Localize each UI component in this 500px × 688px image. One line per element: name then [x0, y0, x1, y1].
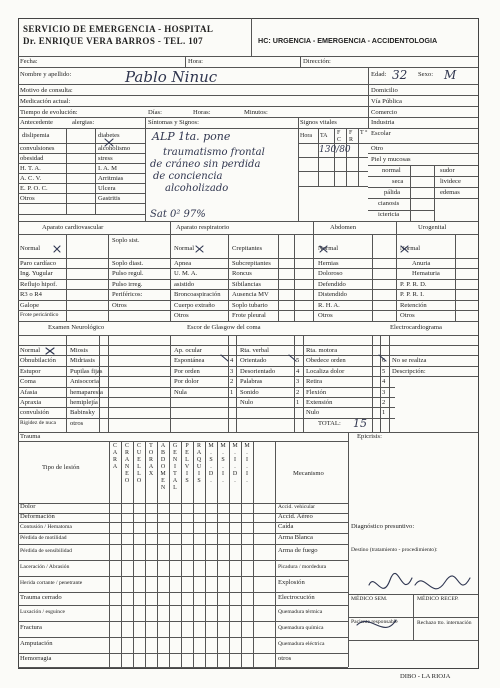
glasgow-motor-item: Nulo [306, 409, 320, 416]
glasgow-verbal-item: Nulo [240, 399, 254, 406]
grid-vline [253, 441, 254, 667]
abdomen-title: Abdomen [330, 224, 357, 231]
trauma-mecanismo-label: Arma de fuego [278, 547, 318, 554]
trauma-mecanismo-label: Explosión [278, 579, 305, 586]
glasgow-motor-title: Rta. motora [306, 347, 338, 354]
glasgow-motor-item: Retira [306, 378, 323, 385]
trauma-lesion-label: Luxación / esguince [20, 609, 66, 615]
grid-vline [275, 441, 276, 667]
grid-hline [18, 621, 348, 622]
glasgow-score: 4 [382, 378, 386, 385]
glasgow-score: 4 [230, 357, 234, 364]
neuro-item: Miosis [70, 347, 88, 354]
nombre-label: Nombre y apellido: [20, 71, 72, 78]
antecedente-item: E. P. O. C. [20, 185, 48, 192]
abdomen-item: Defendido [318, 281, 346, 288]
cardio-item: Pulso regul. [112, 270, 144, 277]
escolar-label: Escolar [371, 130, 391, 137]
resp-item: Frote pleural [232, 312, 266, 319]
piel-item: seca [392, 178, 404, 185]
trauma-mecanismo-label: Picadura / mordedura [278, 564, 327, 570]
cardio-item: Soplo diast. [112, 260, 144, 267]
neuro-item: Obnubilación [20, 357, 56, 364]
antecedente-item: alcoholismo [98, 145, 131, 152]
glasgow-score: 2 [382, 399, 386, 406]
neuro-item: hemiplejía [70, 399, 98, 406]
fecha-label: Fecha: [20, 58, 38, 65]
antecedente-item: stress [98, 155, 113, 162]
destino-label: Destino (tratamiento - procedimiento): [351, 547, 438, 553]
medico-sem-label: MÉDICO SEM. [351, 596, 388, 602]
neuro-item: otros [70, 420, 84, 427]
glasgow-verbal-item: Palabras [240, 378, 263, 385]
abdomen-item: R. H. A. [318, 302, 340, 309]
urogenital-item: P. P. R. I. [400, 291, 425, 298]
piel-title: Piel y mucosas [371, 156, 411, 163]
cardio-item: Paro cardíaco [20, 260, 57, 267]
glasgow-verbal-item: Orientado [240, 357, 267, 364]
trauma-region-header: M . I . I . [244, 443, 250, 484]
hw-sintoma: de cráneo sin perdida [150, 159, 261, 170]
piel-item: lividece [440, 178, 461, 185]
trauma-region-header: C R A N E O [124, 443, 130, 484]
resp-item: Crepitantes [232, 245, 263, 252]
glasgow-score: 5 [296, 357, 300, 364]
urogenital-item: Retención [400, 302, 427, 309]
resp-item: Cuerpo extraño [174, 302, 215, 309]
antecedente-item: diabetes [98, 132, 120, 139]
trauma-mecanismo-label: Quemadura química [278, 625, 324, 631]
neuro-item: Coma [20, 378, 36, 385]
hw-sintoma: traumatismo frontal [163, 147, 265, 158]
glasgow-total-label: TOTAL: [318, 420, 341, 427]
grid-hline [18, 667, 348, 668]
neuro-item: Anisocoria [70, 378, 99, 385]
hw-total: 15 [353, 417, 367, 430]
cardio-item: Periféricos: [112, 291, 143, 298]
glasgow-score: 5 [382, 368, 386, 375]
abdomen-item: Otros [318, 312, 333, 319]
hw-sintoma: alcoholizado [165, 183, 229, 194]
glasgow-score: 3 [382, 389, 386, 396]
antecedente-item: dislipemia [22, 132, 50, 139]
resp-item: Sibilancias [232, 281, 261, 288]
glasgow-ocular-item: Por dolor [174, 378, 199, 385]
trauma-region-header: M . S . I . [220, 443, 226, 484]
grid-hline [18, 592, 348, 593]
piel-item: sudor [440, 167, 455, 174]
abdomen-item: Normal [318, 245, 339, 252]
trauma-region-header: T O R A X [148, 443, 154, 477]
glasgow-motor-item: Extensión [306, 399, 333, 406]
trauma-lesion-label: Fractura [20, 624, 42, 631]
rechazo-label: Rechazo tto. internación [417, 620, 472, 626]
glasgow-verbal-item: Sonido [240, 389, 259, 396]
hc-title: HC: URGENCIA - EMERGENCIA - ACCIDENTOLOGIA [258, 36, 438, 45]
hw-sintoma: de conciencia [153, 171, 223, 182]
trauma-region-header: M . S . D . [208, 443, 214, 484]
glasgow-score: 3 [296, 378, 300, 385]
trauma-lesion-label: Contusión / Hematoma [20, 523, 72, 530]
signos-vitales-title: Signos vitales [300, 119, 337, 126]
glasgow-motor-item: Flexión [306, 389, 327, 396]
antecedente-item: A. C. V. [20, 175, 42, 182]
diagnostico-label: Diagnóstico presuntivo: [351, 523, 415, 530]
glasgow-title: Escor de Glasgow del coma [187, 324, 261, 331]
abdomen-item: Hernias [318, 260, 339, 267]
grid-vline [109, 441, 110, 667]
glasgow-score: 2 [296, 389, 300, 396]
resp-item: Subcrepitantes [232, 260, 271, 267]
domicilio-label: Domicilio [371, 87, 398, 94]
ecg-item: Descripción: [392, 368, 426, 375]
trauma-mecanismo-title: Mecanismo [293, 470, 324, 477]
neuro-item: convulsión [20, 409, 49, 416]
grid-hline [18, 637, 348, 638]
cardio-item: Ing. Yugular [20, 270, 53, 277]
sv-col-fr: F R [349, 130, 354, 143]
trauma-lesion-label: Amputación [20, 640, 53, 647]
resp-item: U. M. A. [174, 270, 198, 277]
trauma-mecanismo-label: Quemadura eléctrica [278, 641, 325, 647]
piel-item: cianosis [378, 200, 400, 207]
motivo-label: Motivo de consulta: [20, 87, 73, 94]
trauma-lesion-label: Dolor [20, 503, 36, 511]
trauma-lesion-label: Pérdida de motilidad [20, 534, 67, 541]
antecedente-item: Gastritis [98, 195, 121, 202]
glasgow-score: 1 [382, 409, 386, 416]
hw-ta: 130/80 [319, 145, 351, 155]
glasgow-motor-item: Obedece orden [306, 357, 346, 364]
trauma-lesion-label: Herida cortante / penetrante [20, 580, 83, 586]
cardio-item: R3 o R4 [20, 291, 42, 298]
otro-label: Otro [371, 145, 384, 152]
comercio-label: Comercio [371, 109, 398, 116]
footer-sign: DIBO - LA RIOJA [400, 673, 451, 680]
urogenital-item: P. P. R. D. [400, 281, 427, 288]
hora-label: Hora: [188, 58, 204, 65]
urogenital-item: Anuria [412, 260, 431, 267]
ecg-item: No se realiza [392, 357, 427, 364]
cardio-item: Otros [112, 302, 127, 309]
urogenital-item: Hematuria [412, 270, 440, 277]
trauma-region-header: P E L V I S [184, 443, 190, 484]
cardio-item: Galope [20, 302, 40, 309]
urogenital-item: Normal [400, 245, 421, 252]
medicacion-label: Medicación actual: [20, 98, 71, 105]
via-publica-label: Vía Pública [371, 98, 402, 105]
edad-label: Edad: [371, 71, 387, 78]
glasgow-score: 6 [382, 357, 386, 364]
hw-sintoma: ALP 1ta. pone [152, 130, 231, 143]
grid-hline [18, 605, 348, 606]
trauma-title: Trauma [20, 433, 41, 440]
medico-recep-label: MÉDICO RECEP. [417, 596, 459, 602]
trauma-mecanismo-label: Caída [278, 522, 294, 530]
neuro-item: hemaparesia [70, 389, 103, 396]
neuro-item: Afasia [20, 389, 38, 396]
sv-col-ta: TA [320, 133, 328, 139]
antecedente-item: I. A. M [98, 165, 118, 172]
trauma-lesion-label: Trauma cerrado [20, 593, 62, 601]
abdomen-item: Doloroso [318, 270, 343, 277]
hw-saturacion: Sat 0² 97% [150, 209, 206, 220]
ecg-title: Electrocardiograma [390, 324, 442, 331]
antecedente-item: Arritmias [98, 175, 124, 182]
sv-col-fc: F C [337, 130, 342, 143]
glasgow-verbal-item: Desorientado [240, 368, 276, 375]
resp-item: Roncus [232, 270, 252, 277]
antecedente-item: H. T. A. [20, 165, 41, 172]
trauma-tipo-title: Tipo de lesión [42, 464, 80, 471]
glasgow-score: 2 [230, 378, 234, 385]
glasgow-score: 1 [296, 399, 300, 406]
trauma-region-header: C A R A [112, 443, 118, 470]
piel-item: ictericia [378, 211, 400, 218]
antecedente-item: obesidad [20, 155, 44, 162]
hospital-name-line2: Dr. ENRIQUE VERA BARROS - TEL. 107 [23, 36, 203, 46]
glasgow-score: 3 [230, 368, 234, 375]
trauma-lesion-label: Pérdida de sensibilidad [20, 548, 72, 554]
piel-item: pálida [384, 189, 401, 196]
trauma-mecanismo-label: Accid. vehicular [278, 504, 315, 511]
neuro-item: Normal [20, 347, 41, 354]
neuro-item: Midriasis [70, 357, 95, 364]
sv-col-hora: Hora [300, 133, 312, 139]
trauma-lesion-label: Hemorragia [20, 655, 52, 662]
glasgow-ocular-item: Por orden [174, 368, 200, 375]
neuro-title: Examen Neurológico [48, 324, 105, 331]
urogenital-title: Urogenital [418, 224, 447, 231]
direccion-label: Dirección: [303, 58, 331, 65]
antecedente-item: Ulcera [98, 185, 116, 192]
industria-label: Industria [371, 119, 395, 126]
grid-hline [18, 576, 348, 577]
glasgow-score: 1 [230, 389, 234, 396]
trauma-mecanismo-label: Electrocución [278, 593, 315, 601]
urogenital-item: Otros [400, 312, 415, 319]
alergias-label: alergias: [72, 119, 95, 126]
dias-label: Días: [148, 109, 162, 116]
glasgow-ocular-title: Ap. ocular [174, 347, 202, 354]
piel-item: edemas [440, 189, 460, 196]
glasgow-motor-item: Localiza dolor [306, 368, 345, 375]
hw-edad: 32 [392, 68, 408, 82]
glasgow-ocular-item: Nula [174, 389, 187, 396]
abdomen-item: Distendido [318, 291, 347, 298]
cardio-item: Pulso irreg. [112, 281, 143, 288]
horas-label: Horas: [193, 109, 211, 116]
resp-item: Broncoaspiración [174, 291, 221, 298]
grid-hline [18, 653, 348, 654]
trauma-region-header: C U E L L O [136, 443, 142, 484]
resp-item: Soplo tubario [232, 302, 268, 309]
epicrisis-title: Epicrisis: [357, 433, 382, 440]
sexo-label: Sexo: [418, 71, 434, 78]
glasgow-ocular-item: Espontánea [174, 357, 205, 364]
trauma-lesion-label: Laceración / Abrasión [20, 564, 70, 570]
antecedente-title: Antecedente [20, 119, 53, 126]
antecedente-item: Otros [20, 195, 35, 202]
glasgow-score: 4 [296, 368, 300, 375]
respiratorio-title: Aparato respiratorio [176, 224, 230, 231]
piel-item: normal [382, 167, 401, 174]
grid-hline [18, 544, 348, 545]
neuro-item: Rigidez de nuca [20, 420, 57, 426]
sv-col-t: T ° [360, 130, 368, 136]
cardio-item: Normal [20, 245, 41, 252]
trauma-region-header: R A Q U I S [196, 443, 202, 484]
resp-item: Apnea [174, 260, 192, 267]
tiempo-label: Tiempo de evolución: [20, 109, 78, 116]
trauma-region-header: M . I . D . [232, 443, 238, 484]
cardio-title: Aparato cardiovascular [42, 224, 104, 231]
resp-item: asistido [174, 281, 195, 288]
glasgow-verbal-title: Rta. verbal [240, 347, 269, 354]
paciente-label: Paciente responsable [351, 619, 398, 625]
sintomas-title: Síntomas y Signos: [148, 119, 199, 126]
trauma-lesion-label: Deformación [20, 512, 55, 520]
resp-item: Normal [174, 245, 195, 252]
neuro-item: Estupor [20, 368, 41, 375]
resp-item: Ausencia MV [232, 291, 269, 298]
neuro-item: Apraxia [20, 399, 42, 406]
neuro-item: Babinsky [70, 409, 95, 416]
trauma-region-header: G E N I T A L [172, 443, 178, 491]
cardio-item: Reflujo hipof. [20, 281, 57, 288]
cardio-item: Frote pericárdico [20, 312, 59, 318]
trauma-mecanismo-label: otros [278, 655, 292, 662]
hw-name: Pablo Ninuc [125, 68, 218, 86]
cardio-item: Soplo sist. [112, 237, 140, 244]
resp-item: Otros [174, 312, 189, 319]
neuro-item: Pupilas fijas [70, 368, 103, 375]
antecedente-item: convulsiones [20, 145, 55, 152]
hw-sexo: M [444, 68, 457, 82]
trauma-mecanismo-label: Quemadura térmica [278, 609, 323, 615]
trauma-mecanismo-label: Accid. Aéreo [278, 512, 313, 520]
minutos-label: Minutos: [244, 109, 268, 116]
grid-hline [18, 560, 348, 561]
trauma-mecanismo-label: Arma Blanca [278, 533, 313, 541]
hospital-name-line1: SERVICIO DE EMERGENCIA - HOSPITAL [23, 24, 214, 34]
trauma-region-header: A B D O M E N [160, 443, 166, 491]
